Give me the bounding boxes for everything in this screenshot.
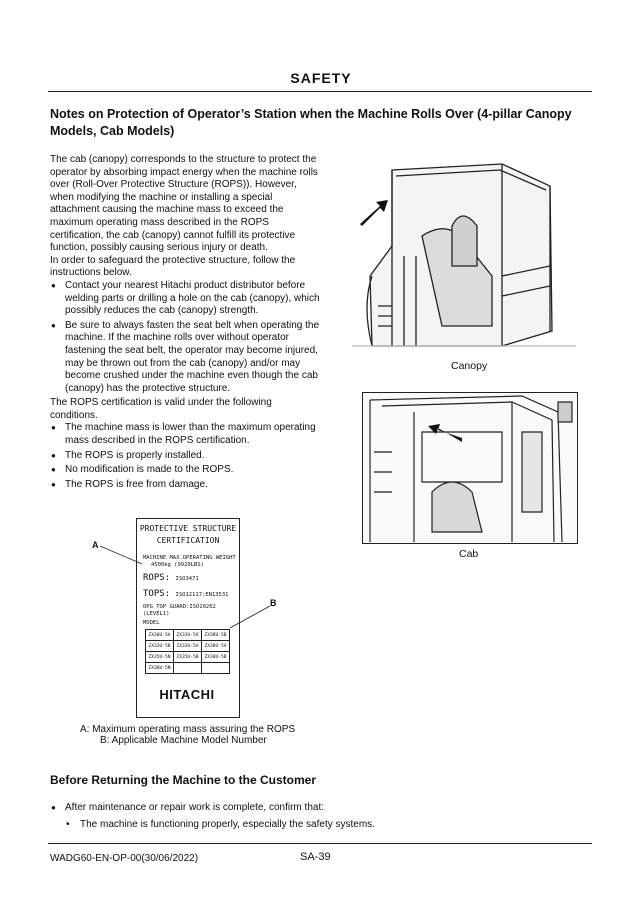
page-header-title: SAFETY [290,70,352,86]
model-cell: ZX30U-5A [146,630,174,641]
cab-caption: Cab [459,548,479,560]
mass-value: 4500kg (9920LBS) [151,562,204,568]
sub-list-item-text: The machine is functioning properly, especially the safety systems. [80,819,375,830]
section2-body [50,802,590,831]
sub-list-item [50,819,590,831]
legend-a: A: Maximum operating mass assuring the ROPS [80,724,296,735]
list-item: ● The machine mass is lower than the maximum operating mass described in the ROPS certification. [50,422,322,447]
footer-page-number: SA-39 [300,851,331,863]
rops-standard: ISO3471 [175,576,199,582]
model-cell: ZX33U-5B [146,641,174,652]
label-title-line: CERTIFICATION [156,536,220,545]
model-cell: ZX35U-5N [146,652,174,663]
legend-b: B: Applicable Machine Model Number [100,735,267,746]
label-title-line: PROTECTIVE STRUCTURE [139,524,237,533]
sub-bullet-icon: • [66,819,70,830]
list-item-text: After maintenance or repair work is complete, confirm that: [65,802,324,813]
bullet-list [50,422,322,491]
tops-key: TOPS: [143,589,171,599]
model-cell [174,663,202,674]
model-cell: ZX38U-5A [202,641,230,652]
section2-heading: Before Returning the Machine to the Customer [50,773,317,787]
rops-key: ROPS: [143,573,171,583]
model-cell [202,663,230,674]
model-cell: ZX38U-5B [202,630,230,641]
mass-label: MACHINE MAX.OPERATING WEIGHT [143,555,236,561]
model-grid [145,629,230,674]
bullet-list [50,280,322,395]
section-heading: Notes on Protection of Operator’s Station when the Machine Rolls Over (4-pillar Canopy Models, Cab Models) [50,107,572,138]
list-item [50,802,590,814]
list-item: ● No modification is made to the ROPS. [50,464,322,477]
model-heading: MODEL [143,620,160,626]
model-cell: ZX33U-5A [174,641,202,652]
callout-lines [90,538,290,628]
canopy-caption: Canopy [451,360,488,372]
opg-line: OPG TOP GUARD:ISO10262 [143,604,216,610]
model-cell: ZX38U-5N [146,663,174,674]
paragraph: The cab (canopy) corresponds to the structure to protect the operator by absorbing impact energy when the machine rolls over (Roll-Over Protective Structure (ROPS)). However, when modifying the machine or installing a special attachment causing the machine mass to exceed the maximum operating mass described in the ROPS certification, the cab (canopy) cannot fulfill its protective function, possibly causing serious injury or death. [50,154,318,254]
bullet-icon: ● [51,803,56,812]
tops-standard: ISO12117:EN13531 [175,592,229,598]
model-cell: ZX33U-5A [174,630,202,641]
figure-legend [80,724,295,746]
list-item: ● Contact your nearest Hitachi product distributor before welding parts or drilling a hole on the cab (canopy), which possibly reduces the cab (canopy) strength. [50,280,322,318]
body-text [50,154,322,493]
paragraph: The ROPS certification is valid under the following conditions. [50,397,272,421]
hitachi-logo: HITACHI [159,687,215,702]
cab-illustration [362,392,578,544]
footer-rule [48,843,592,844]
list-item: ● The ROPS is properly installed. [50,450,322,463]
footer-document-code: WADG60-EN-OP-00(30/06/2022) [50,853,199,864]
model-cell: ZX38U-5B [202,652,230,663]
paragraph: In order to safeguard the protective structure, follow the instructions below. [50,254,296,279]
callout-b: B [270,598,277,608]
callout-a: A [92,540,99,550]
list-item: ● Be sure to always fasten the seat belt when operating the machine. If the machine rolls over without operator fastening the seat belt, the operator may become injured, may be thrown out from the cab (canopy) and/or may become crushed under the machine even though the cab (canopy) has the protective structure. [50,320,322,396]
header-rule [48,91,592,92]
canopy-illustration [352,156,576,360]
list-item: ● The ROPS is free from damage. [50,479,322,492]
model-cell: ZX35U-5B [174,652,202,663]
opg-level: (LEVEL1) [143,611,170,617]
